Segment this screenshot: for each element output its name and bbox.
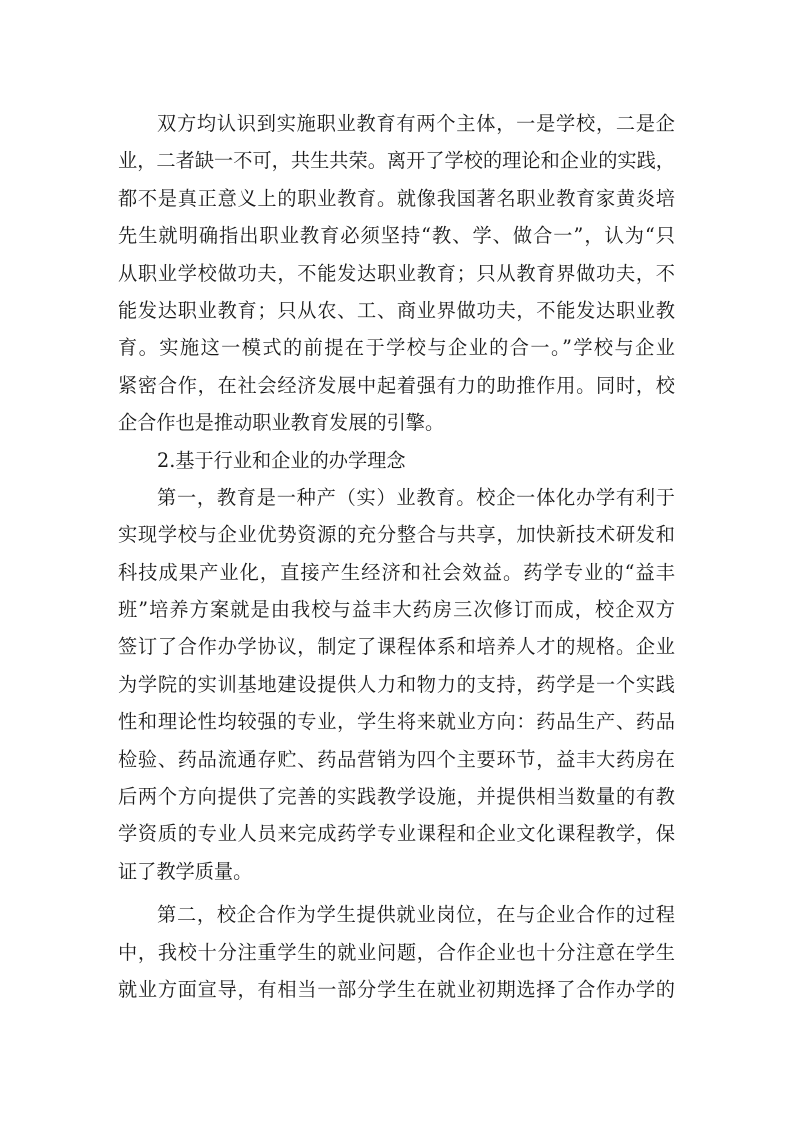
paragraph-line: 第二，校企合作为学生提供就业岗位，在与企业合作的过程 bbox=[157, 903, 675, 927]
paragraph-line: 实现学校与企业优势资源的充分整合与共享，加快新技术研发和 bbox=[118, 523, 675, 547]
paragraph-consensus bbox=[118, 105, 675, 442]
paragraph-line: 签订了合作办学协议，制定了课程体系和培养人才的规格。企业 bbox=[118, 635, 675, 659]
paragraph-line: 证了教学质量。 bbox=[118, 859, 253, 883]
paragraph-line: 第一，教育是一种产（实）业教育。校企一体化办学有利于 bbox=[157, 485, 675, 509]
paragraph-line: 性和理论性均较强的专业，学生将来就业方向：药品生产、药品 bbox=[118, 710, 675, 734]
paragraph-line: 班”培养方案就是由我校与益丰大药房三次修订而成，校企双方 bbox=[118, 598, 675, 622]
document-body bbox=[118, 105, 675, 1008]
paragraph-line: 能发达职业教育；只从农、工、商业界做功夫，不能发达职业教 bbox=[118, 298, 675, 322]
paragraph-line: 中，我校十分注重学生的就业问题，合作企业也十分注意在学生 bbox=[118, 940, 675, 964]
section-heading bbox=[118, 442, 675, 479]
paragraph-second-point bbox=[118, 896, 675, 1008]
heading-text: 2.基于行业和企业的办学理念 bbox=[157, 448, 406, 472]
paragraph-line: 为学院的实训基地建设提供人力和物力的支持，药学是一个实践 bbox=[118, 672, 675, 696]
paragraph-line: 业，二者缺一不可，共生共荣。离开了学校的理论和企业的实践， bbox=[118, 149, 675, 173]
paragraph-first-point bbox=[118, 479, 675, 890]
paragraph-line: 检验、药品流通存贮、药品营销为四个主要环节，益丰大药房在 bbox=[118, 747, 675, 771]
paragraph-line: 企合作也是推动职业教育发展的引擎。 bbox=[118, 411, 445, 435]
paragraph-line: 科技成果产业化，直接产生经济和社会效益。药学专业的“益丰 bbox=[118, 560, 675, 584]
paragraph-line: 学资质的专业人员来完成药学专业课程和企业文化课程教学，保 bbox=[118, 822, 675, 846]
paragraph-line: 紧密合作，在社会经济发展中起着强有力的助推作用。同时，校 bbox=[118, 373, 675, 397]
paragraph-line: 都不是真正意义上的职业教育。就像我国著名职业教育家黄炎培 bbox=[118, 186, 675, 210]
paragraph-line: 从职业学校做功夫，不能发达职业教育；只从教育界做功夫，不 bbox=[118, 261, 675, 285]
paragraph-line: 后两个方向提供了完善的实践教学设施，并提供相当数量的有教 bbox=[118, 785, 675, 809]
paragraph-line: 育。实施这一模式的前提在于学校与企业的合一。”学校与企业 bbox=[118, 336, 675, 360]
paragraph-line: 双方均认识到实施职业教育有两个主体，一是学校，二是企 bbox=[157, 112, 675, 135]
paragraph-line: 先生就明确指出职业教育必须坚持“教、学、做合一”，认为“只 bbox=[118, 224, 675, 248]
paragraph-line: 就业方面宣导，有相当一部分学生在就业初期选择了合作办学的 bbox=[118, 977, 675, 1001]
